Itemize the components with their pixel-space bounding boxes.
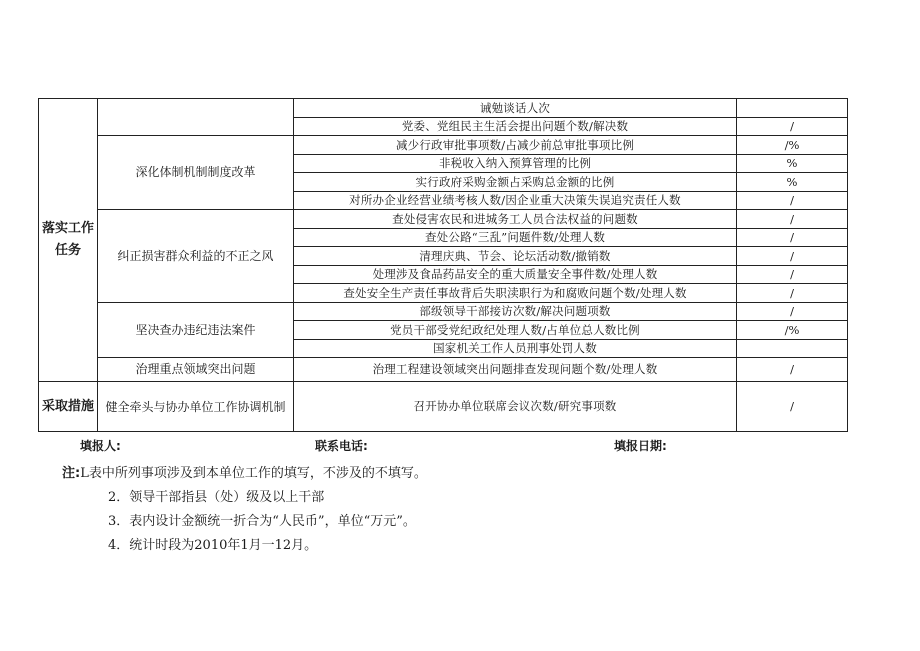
unit-cell: % <box>737 155 848 173</box>
notes <box>62 462 427 558</box>
unit-cell: / <box>737 118 848 136</box>
item-cell: 国家机关工作人员刑事处罚人数 <box>294 340 737 358</box>
item-cell: 处理涉及食品药品安全的重大质量安全事件数/处理人数 <box>294 266 737 284</box>
item-cell: 清理庆典、节会、论坛活动数/撤销数 <box>294 247 737 266</box>
category-cell <box>98 99 294 136</box>
item-cell: 部级领导干部接访次数/解决问题项数 <box>294 303 737 321</box>
category-key-areas: 治理重点领域突出问题 <box>98 358 294 382</box>
item-cell: 治理工程建设领域突出问题排查发现问题个数/处理人数 <box>294 358 737 382</box>
filler-label: 填报人: <box>80 439 121 453</box>
note-text: L表中所列事项涉及到本单位工作的填写，不涉及的不填写。 <box>80 466 427 481</box>
unit-cell: / <box>737 382 848 432</box>
unit-cell: / <box>737 284 848 303</box>
table-row <box>39 210 848 229</box>
unit-cell: /% <box>737 321 848 340</box>
unit-cell <box>737 340 848 358</box>
table-row <box>39 358 848 382</box>
section-measures: 采取措施 <box>39 382 98 432</box>
table-row <box>39 99 848 118</box>
category-cases: 坚决查办违纪违法案件 <box>98 303 294 358</box>
phone-label: 联系电话: <box>315 439 368 453</box>
notes-label: 注: <box>62 466 81 481</box>
item-cell: 非税收入纳入预算管理的比例 <box>294 155 737 173</box>
note-4: 4．统计时段为2010年1月一12月。 <box>108 538 318 553</box>
section-implementation: 落实工作任务 <box>39 99 98 382</box>
table-row <box>39 382 848 432</box>
unit-cell: / <box>737 303 848 321</box>
unit-cell: / <box>737 192 848 210</box>
unit-cell: / <box>737 229 848 247</box>
note-1 <box>62 462 427 486</box>
item-cell: 党委、党组民主生活会提出问题个数/解决数 <box>294 118 737 136</box>
unit-cell: / <box>737 210 848 229</box>
note-3: 3．表内设计金额统一折合为“人民币”，单位“万元”。 <box>108 514 416 529</box>
unit-cell <box>737 99 848 118</box>
item-cell: 实行政府采购金额占采购总金额的比例 <box>294 173 737 192</box>
date-label: 填报日期: <box>614 439 667 453</box>
item-cell: 查处公路“三乱”问题件数/处理人数 <box>294 229 737 247</box>
category-unhealthy-practices: 纠正损害群众利益的不正之风 <box>98 210 294 303</box>
table-row <box>39 136 848 155</box>
category-coordination: 健全牵头与协办单位工作协调机制 <box>98 382 294 432</box>
form-footer <box>0 437 920 455</box>
item-cell: 查处侵害农民和进城务工人员合法权益的问题数 <box>294 210 737 229</box>
unit-cell: /% <box>737 136 848 155</box>
item-cell: 对所办企业经营业绩考核人数/因企业重大决策失误追究责任人数 <box>294 192 737 210</box>
item-cell: 减少行政审批事项数/占减少前总审批事项比例 <box>294 136 737 155</box>
unit-cell: % <box>737 173 848 192</box>
unit-cell: / <box>737 247 848 266</box>
item-cell: 召开协办单位联席会议次数/研究事项数 <box>294 382 737 432</box>
unit-cell: / <box>737 358 848 382</box>
unit-cell: / <box>737 266 848 284</box>
item-cell: 党员干部受党纪政纪处理人数/占单位总人数比例 <box>294 321 737 340</box>
category-reform: 深化体制机制制度改革 <box>98 136 294 210</box>
table-row <box>39 303 848 321</box>
statistics-table <box>38 98 848 432</box>
item-cell: 查处安全生产责任事故背后失职渎职行为和腐败问题个数/处理人数 <box>294 284 737 303</box>
note-2: 2．领导干部指县（处）级及以上干部 <box>108 490 325 505</box>
item-cell: 诫勉谈话人次 <box>294 99 737 118</box>
